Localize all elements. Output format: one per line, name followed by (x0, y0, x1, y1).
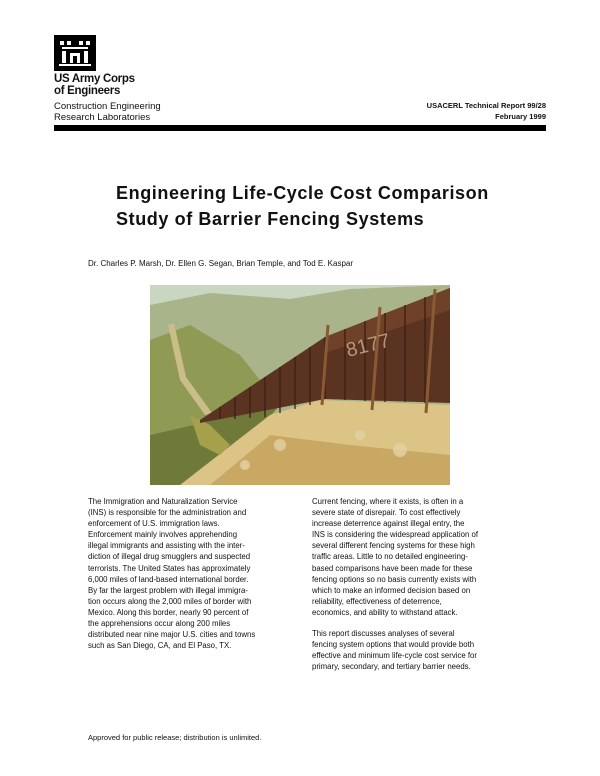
body-paragraph (312, 496, 514, 618)
title-line-2: Study of Barrier Fencing Systems (116, 209, 425, 229)
body-line: traffic areas. Little to no detailed engineering- (312, 552, 468, 562)
body-line: 6,000 miles of land-based international border. (88, 574, 249, 584)
org-line-1: US Army Corps (54, 73, 135, 85)
body-line: The Immigration and Naturalization Service (88, 497, 238, 506)
body-line: primary, secondary, and tertiary barrier needs. (312, 662, 471, 672)
body-column-right (312, 496, 514, 682)
body-line: economics, and ability to withstand attack. (312, 607, 458, 617)
body-line: Enforcement mainly involves apprehending (88, 530, 238, 540)
lab-line-2: Research Laboratories (54, 112, 151, 123)
report-number: USACERL Technical Report 99/28 (426, 101, 546, 110)
body-line: reliability, effectiveness of deterrence, (312, 596, 442, 606)
body-line: distributed near nine major U.S. cities and towns (88, 630, 256, 640)
body-line: This report discusses analyses of several (312, 629, 455, 639)
lab-name (54, 101, 161, 123)
body-line: fencing options so no basis currently exists with (312, 574, 477, 584)
body-line: such as San Diego, CA, and El Paso, TX. (88, 641, 232, 651)
body-line: Current fencing, where it exists, is often in a (312, 497, 464, 506)
title-line-1: Engineering Life-Cycle Cost Comparison (116, 183, 489, 203)
authors: Dr. Charles P. Marsh, Dr. Ellen G. Segan, Brian Temple, and Tod E. Kaspar (88, 259, 354, 268)
border-fence-photo (150, 285, 450, 485)
report-title (116, 180, 536, 232)
body-line: tion occurs along the 2,000 miles of border with (88, 596, 252, 606)
body-line: terrorists. The United States has approximately (88, 563, 251, 573)
body-line: several different fencing systems for these high (312, 541, 475, 551)
report-date: February 1999 (495, 111, 546, 121)
header-divider (54, 125, 546, 131)
body-line: the apprehensions occur along 200 miles (88, 619, 231, 629)
body-line: effective and minimum life-cycle cost service for (312, 651, 477, 661)
body-line: INS is considering the widespread application of (312, 530, 478, 540)
body-line: increase deterrence against illegal entry, the (312, 519, 465, 529)
body-line: based comparisons have been made for these (312, 563, 473, 573)
body-line: illegal immigrants and assisting with the inter- (88, 541, 245, 551)
body-line: diction of illegal drug smugglers and suspected (88, 552, 251, 562)
body-paragraph (88, 496, 288, 651)
distribution-statement: Approved for public release; distribution is unlimited. (88, 733, 262, 742)
fence-graffiti: 8177 (343, 329, 393, 362)
body-line: severe state of disrepair. To cost effectively (312, 508, 461, 518)
report-info (427, 101, 546, 122)
lab-line-1: Construction Engineering (54, 101, 161, 112)
body-line: By far the largest problem with illegal immigra- (88, 585, 248, 595)
body-line: enforcement of U.S. immigration laws. (88, 519, 220, 529)
body-line: Mexico. Along this border, nearly 90 percent of (88, 607, 249, 617)
body-paragraph (312, 628, 514, 672)
body-line: fencing system options that would provide both (312, 640, 475, 650)
castle-icon (54, 35, 96, 71)
org-line-2: of Engineers (54, 85, 121, 97)
body-line: which to make an informed decision based on (312, 585, 471, 595)
body-column-left (88, 496, 288, 661)
body-line: (INS) is responsible for the administration and (88, 508, 247, 518)
organization-name (54, 73, 135, 97)
